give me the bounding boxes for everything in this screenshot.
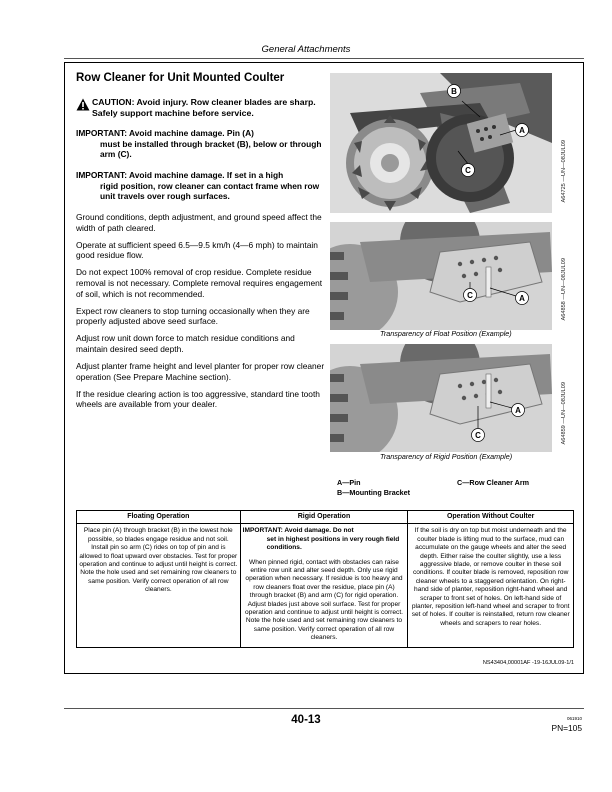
callout-a: A [519,294,525,303]
figure-row-cleaner [330,73,552,213]
important-1-body: must be installed through bracket (B), below or through arm (C). [100,138,322,159]
callout-c: C [467,291,473,300]
important-2-body: rigid position, row cleaner can contact frame when row unit travels over rough surfaces. [100,180,320,201]
important-2-lead: IMPORTANT: Avoid machine damage. If set in a high [76,170,284,180]
callout-a: A [519,126,525,135]
callout-c: C [465,166,471,175]
paragraph: Operate at sufficient speed 6.5—9.5 km/h (4—6 mph) to maintain good residue flow. [76,239,318,261]
running-header: General Attachments [261,44,351,55]
figure-id: A64858 —UN—08JUL09 [561,258,567,321]
figure-id: A64725 —UN—08JUL09 [561,140,567,203]
body-text [76,212,326,416]
figure-caption: Transparency of Float Position (Example) [380,329,512,338]
rigid-body-text: When pinned rigid, contact with obstacles can raise entire row unit and alter seed depth. Only use rigid operation when necessary. If residue is too heavy and row cleaners float over the residue, place pin (A) through bracket (B) and arm (C) for rigid operation. Adjust blades just above soil surface. Test for proper operation and continue to adjust until height is correct. Note the hole used and set remaining row cleaners to same position. Verify correct operation of all row cleaners. [245,558,403,642]
page-number: 40-13 [291,714,321,726]
operation-table [76,510,574,648]
legend-item-a: A—Pin [337,478,361,487]
footer-rule [64,708,584,709]
floating-operation-cell: Place pin (A) through bracket (B) in the lowest hole possible, so blades engage residue and not soil. Install pin so arm (C) rides on top of pin and is allowed to float upward over obstacles. Test for proper operation and continue to adjust until height is correct. Note the hole used and set remaining row cleaners to same position. Verify correct operation of all row cleaners. [77,524,241,647]
callout-c: C [475,431,481,440]
caution-text: CAUTION: Avoid injury. Row cleaner blades are sharp. Safely support machine before service. [92,97,316,118]
callout-a: A [515,406,521,415]
header-rule [64,58,584,59]
section-title: Row Cleaner for Unit Mounted Coulter [76,72,285,84]
paragraph: Adjust row unit down force to match residue conditions and maintain desired seed depth. [76,333,295,354]
warning-icon [76,98,90,111]
callout-b: B [451,87,457,96]
column-header: Floating Operation [77,511,241,524]
rigid-position-illustration [330,344,552,452]
paragraph: Expect row cleaners to stop turning occasionally when they are properly adjusted above seed surface. [76,305,310,327]
rigid-important-lead: IMPORTANT: Avoid damage. Do not [242,527,354,535]
figure-id: A64859 —UN—08JUL09 [561,382,567,445]
paragraph: Adjust planter frame height and level planter for proper row cleaner operation (See Prepare Machine section). [76,361,325,382]
legend-item-b: B—Mounting Bracket [337,487,411,497]
float-position-illustration [330,222,552,330]
column-header: Operation Without Coulter [408,511,574,524]
table-row [77,524,574,647]
rigid-operation-cell [240,524,408,647]
legend [337,478,410,497]
paragraph: Ground conditions, depth adjustment, and ground speed affect the width of path cleared. [76,212,322,233]
figure-float-position [330,222,552,330]
figure-rigid-position [330,344,552,452]
column-header: Rigid Operation [240,511,408,524]
table-header-row [77,511,574,524]
row-cleaner-illustration [330,73,552,213]
reference-code: NS43404,00001AF -19-16JUL09-1/1 [482,660,574,666]
legend-item-c: C—Row Cleaner Arm [457,478,530,487]
important-notice-1 [76,128,326,160]
without-coulter-cell: If the soil is dry on top but moist underneath and the coulter blade is lifting mud to the surface, mud can accumulate on the gauge wheels and alter the seed depth. Either raise the coulter slightly, use a less aggressive blade, or remove coulter in these soil conditions. If coulter blade is removed, reposition row cleaner wheels to a staggered orientation. On right-hand side of planter, reposition right-hand wheel and scraper to front set of holes. On left-hand side of planter, reposition left-hand wheel and scraper to front set of holes. If coulter is reinstalled, return row cleaner wheels and scrapers to rear holes. [408,524,574,647]
pn-number: PN=105 [551,723,582,733]
paragraph: Do not expect 100% removal of crop residue. Complete residue removal is not necessary. Complete removal requires engagement of soil, which is not recommended. [76,267,323,299]
rigid-important-body: set in highest positions in very rough field conditions. [266,535,400,552]
important-notice-2 [76,170,326,202]
print-code: 061910 [567,716,583,721]
important-1-lead: IMPORTANT: Avoid machine damage. Pin (A) [76,128,254,138]
paragraph: If the residue clearing action is too aggressive, standard tine tooth wheels are available from your dealer. [76,388,320,410]
caution-notice [76,97,326,119]
figure-caption: Transparency of Rigid Position (Example) [380,452,513,461]
